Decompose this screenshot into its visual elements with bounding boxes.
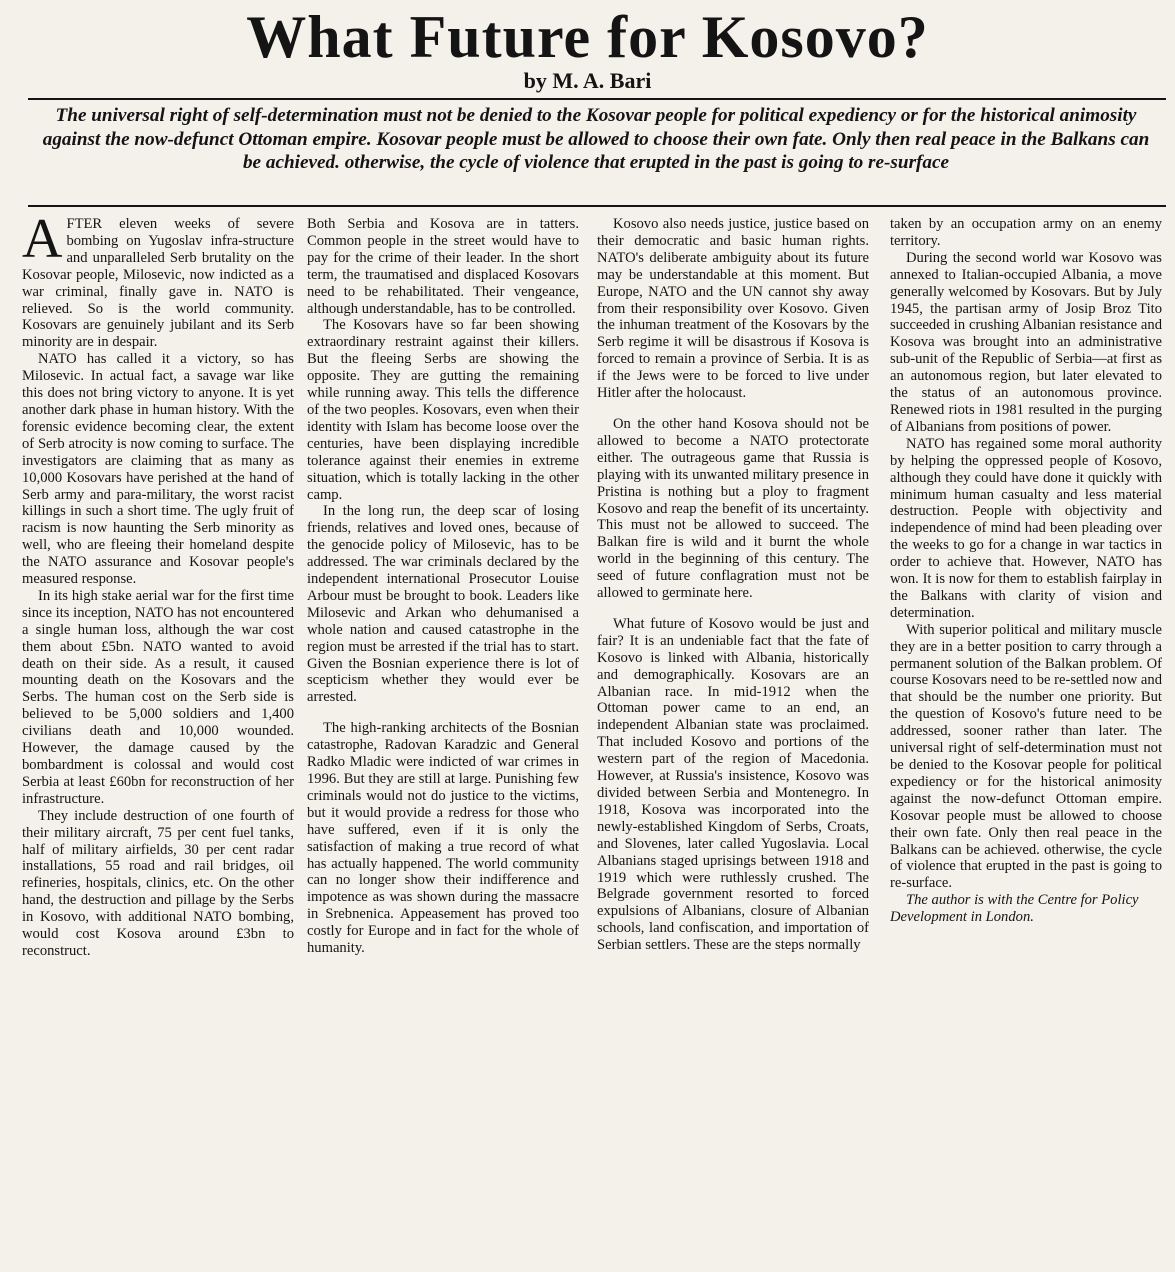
- paragraph: [22, 216, 294, 351]
- standfirst: The universal right of self-determination must not be denied to the Kosovar people for political expediency or for the historical animosity against the now-defunct Ottoman empire. Kosovar people must be allowed to choose their own fate. Only then real peace in the Balkans can be achieved. otherwise, the cycle of violence that erupted in the past is going to re-surface: [42, 105, 1150, 173]
- paragraph: In the long run, the deep scar of losing friends, relatives and loved ones, because of the genocide policy of Milosevic, has to be addressed. The war criminals declared by the independent international Prosecutor Louise Arbour must be brought to book. Leaders like Milosevic and Arkan who dehumanised a whole nation and caused catastrophe in the region must be arrested if the trial has to start. Given the Bosnian experience there is lot of scepticism whether they would ever be arrested.: [307, 503, 579, 706]
- column-3: [597, 216, 869, 1266]
- paragraph: Kosovo also needs justice, justice based on their democratic and basic human rights. NATO's deliberate ambiguity about its future may be understandable at this moment. But Europe, NATO and the UN cannot shy away from their responsibility over Kosovo. Given the inhuman treatment of the Kosovars by the Serb regime it will be disastrous if Kosova is forced to remain a province of Serbia. It is as if the Jews were to be forced to live under Hitler after the holocaust.: [597, 216, 869, 402]
- column-4: [890, 216, 1162, 1266]
- column-2: [307, 216, 579, 1266]
- paragraph: In its high stake aerial war for the first time since its inception, NATO has not encountered a single human loss, although the war cost them about £5bn. NATO wanted to avoid death on their side. As a result, it caused mounting death on the Kosovars and the Serbs. The human cost on the Serb side is believed to be 5,000 soldiers and 1,400 civilians death and 10,000 wounded. However, the damage caused by the bombardment is colossal and would cost Serbia at least £60bn for reconstruction of her infrastructure.: [22, 587, 294, 807]
- paragraph: They include destruction of one fourth of their military aircraft, 75 per cent fuel tanks, half of military airfields, 30 per cent radar installations, 55 road and rail bridges, oil refineries, hospitals, clinics, etc. On the other hand, the destruction and pillage by the Serbs in Kosovo, with additional NATO bombing, would cost Kosova around £3bn to reconstruct.: [22, 807, 294, 959]
- paragraph: The Kosovars have so far been showing extraordinary restraint against their killers. But the fleeing Serbs are showing the opposite. They are gutting the remaining while running away. This tells the difference of the two peoples. Kosovars, even when their identity with Islam has become loose over the centuries, have been displaying incredible tolerance against their enemies in extreme situation, which is totally lacking in the other camp.: [307, 317, 579, 503]
- paragraph: With superior political and military muscle they are in a better position to carry through a permanent solution of the Balkan problem. Of course Kosovars need to be re-settled now and that should be the number one priority. But the question of Kosovo's future need to be addressed, sooner rather than later. The universal right of self-determination must not be denied to the Kosovar people for political expediency or for the historical animosity against the now-defunct Ottoman empire. Kosovar people must be allowed to choose their own fate. Only then real peace in the Balkans can be achieved. otherwise, the cycle of violence that erupted in the past is going to re-surface.: [890, 621, 1162, 892]
- paragraph: taken by an occupation army on an enemy territory.: [890, 216, 1162, 249]
- rule-bottom: [28, 205, 1166, 207]
- paragraph: NATO has regained some moral authority by helping the oppressed people of Kosovo, although they could have done it quickly with minimum human casualty and less material destruction. People with objectivity and independence of mind had been pleading over the weeks to go for a change in war tactics in order to achieve that. However, NATO has won. It is now for them to establish fairplay in the Balkans with clarity of vision and determination.: [890, 435, 1162, 621]
- drop-cap: A: [22, 216, 63, 270]
- paragraph: During the second world war Kosovo was annexed to Italian-occupied Albania, a move generally welcomed by Kosovars. But by July 1945, the partisan army of Josip Broz Tito succeeded in crushing Albanian resistance and Kosova was brought into an administrative sub-unit of the Republic of Serbia—at first as an autonomous region, but later elevated to the status of an autonomous province. Renewed riots in 1981 resulted in the purging of Albanians from positions of power.: [890, 249, 1162, 435]
- paragraph: What future of Kosovo would be just and fair? It is an undeniable fact that the fate of Kosovo is linked with Albania, historically and demographically. Kosovars are an Albanian race. In mid-1912 when the Ottoman power came to an end, an independent Albanian state was proclaimed. That included Kosovo and portions of the western part of the region of Macedonia. However, at Russia's insistence, Kosovo was divided between Serbia and Montenegro. In 1918, Kosova was incorporated into the newly-established Kingdom of Serbs, Croats, and Slovenes, later called Yugoslavia. Local Albanians staged uprisings between 1918 and 1919 which were ruthlessly crushed. The Belgrade government resorted to forced expulsions of Albanians, closure of Albanian schools, land confiscation, and importation of Serbian settlers. These are the steps normally: [597, 615, 869, 954]
- article-body: [22, 216, 1164, 1266]
- paragraph: On the other hand Kosova should not be allowed to become a NATO protectorate either. The outrageous game that Russia is playing with its unwanted military presence in Pristina is nothing but a ploy to fragment Kosovo and reap the benefit of its uncertainty. This must not be allowed to succeed. The Balkan fire is wild and it burnt the whole world in the beginning of this century. The seed of future conflagration must not be allowed to germinate here.: [597, 415, 869, 602]
- paragraph: NATO has called it a victory, so has Milosevic. In actual fact, a savage war like this does not bring victory to anyone. It is yet another dark phase in human history. With the forensic evidence becoming clear, the extent of Serb atrocity is now coming to surface. The investigators are claiming that as many as 10,000 Kosovars have perished at the hand of Serb army and para-military, the worst racist killings in such a short time. The ugly fruit of racism is now haunting the Serb minority as well, who are fleeing their homeland despite the NATO assurance and Kosovar people's measured response.: [22, 351, 294, 588]
- author-credit: The author is with the Centre for Policy Development in London.: [890, 892, 1139, 926]
- paragraph-text: FTER eleven weeks of severe bombing on Yugoslav infra-structure and unparalleled Serb brutality on the Kosovar people, Milosevic, now indicted as a war criminal, finally gave in. NATO is relieved. So is the world community. Kosovars are genuinely jubilant and its Serb minority are in despair.: [22, 216, 294, 351]
- paragraph: Both Serbia and Kosova are in tatters. Common people in the street would have to pay for the crime of their leader. In the short term, the traumatised and displaced Kosovars need to be rehabilitated. Their vengeance, although understandable, has to be controlled.: [307, 216, 579, 317]
- rule-top: [28, 98, 1166, 100]
- byline: by M. A. Bari: [523, 68, 652, 93]
- paragraph: The high-ranking architects of the Bosnian catastrophe, Radovan Karadzic and General Radko Mladic were indicted of war crimes in 1996. But they are still at large. Punishing few criminals would not do justice to the victims, but it would provide a redress for those who have suffered, even if it is only the satisfaction of making a true record of what has actually happened. The world community can no longer show their indifference and impotence as was shown during the massacre in Srebnenica. Appeasement has proved too costly for Europe and in fact for the whole of humanity.: [307, 720, 579, 957]
- headline: What Future for Kosovo?: [246, 4, 929, 70]
- column-1: [22, 216, 294, 1266]
